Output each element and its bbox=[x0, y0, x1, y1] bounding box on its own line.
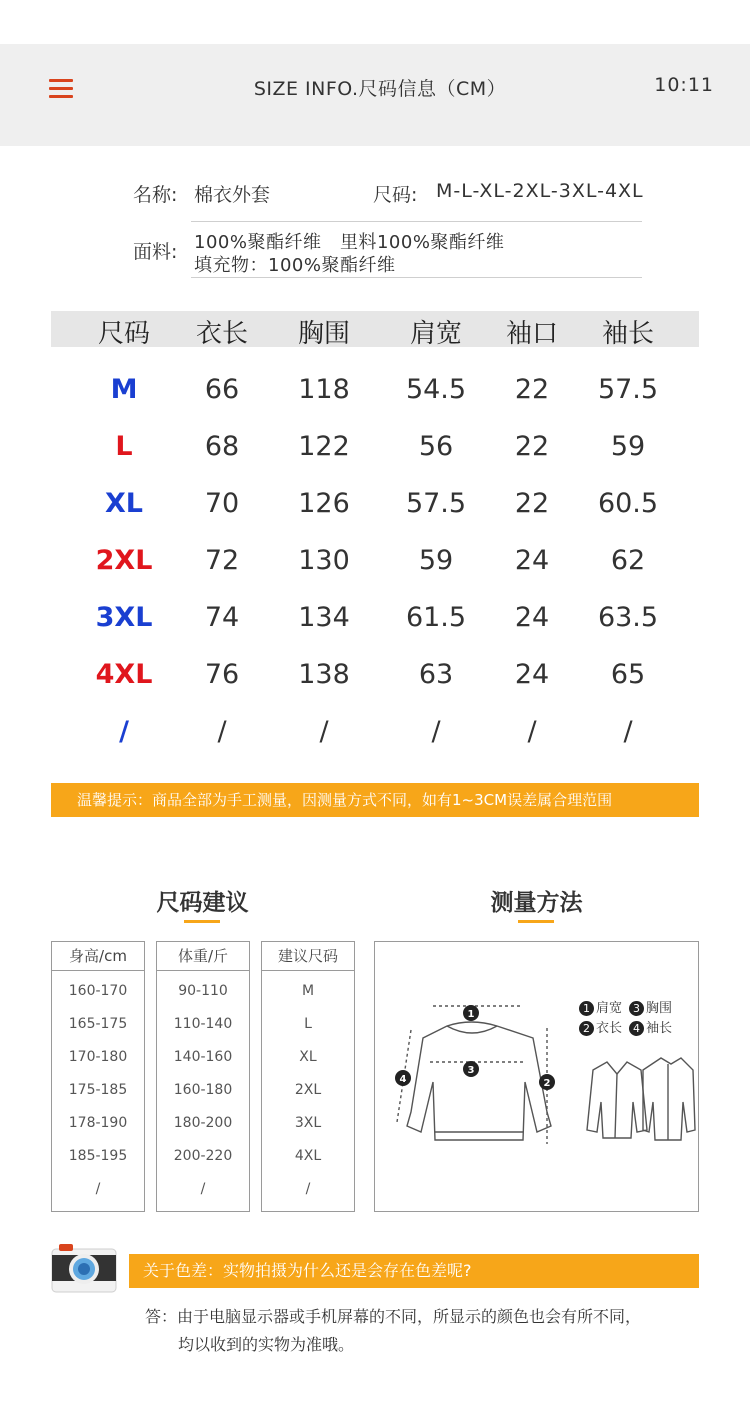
divider bbox=[191, 277, 642, 278]
svg-text:2: 2 bbox=[543, 1078, 551, 1089]
svg-text:4: 4 bbox=[399, 1074, 407, 1085]
size-table-cell: 59 bbox=[418, 545, 454, 576]
legend-number: 4 bbox=[629, 1021, 644, 1036]
suggestion-cell: 3XL bbox=[294, 1115, 322, 1131]
title-underline bbox=[184, 920, 220, 923]
garment-measure-illustration bbox=[375, 942, 698, 1211]
size-label-cell: 4XL bbox=[95, 659, 153, 690]
size-value: M-L-XL-2XL-3XL-4XL bbox=[436, 180, 644, 202]
size-table-cell: 63.5 bbox=[597, 602, 659, 633]
suggestion-cell: 180-200 bbox=[173, 1115, 233, 1131]
suggestion-cell: M bbox=[301, 983, 315, 999]
legend-label: 袖长 bbox=[646, 1021, 673, 1036]
size-table-cell: 70 bbox=[204, 488, 240, 519]
size-table-cell: / bbox=[431, 716, 441, 747]
size-table-cell: 22 bbox=[514, 431, 550, 462]
measure-diagram bbox=[374, 941, 699, 1212]
size-table-cell: 56 bbox=[418, 431, 454, 462]
suggestion-cell: / bbox=[200, 1181, 206, 1197]
size-table-cell: 122 bbox=[298, 431, 350, 462]
size-label-cell: M bbox=[110, 374, 138, 405]
size-table-cell: / bbox=[623, 716, 633, 747]
measure-method-title: 测量方法 bbox=[490, 890, 583, 916]
legend-label: 胸围 bbox=[646, 1001, 673, 1016]
size-label: 尺码: bbox=[373, 184, 418, 206]
name-value: 棉衣外套 bbox=[194, 184, 271, 206]
legend-item bbox=[579, 1017, 622, 1036]
suggestion-cell: 185-195 bbox=[68, 1148, 128, 1164]
size-table-cell: 134 bbox=[298, 602, 350, 633]
size-table-cell: 63 bbox=[418, 659, 454, 690]
size-table-cell: 57.5 bbox=[597, 374, 659, 405]
size-table-header-cell: 肩宽 bbox=[409, 319, 463, 349]
measurement-notice: 温馨提示：商品全部为手工测量，因测量方式不同，如有1~3CM误差属合理范围 bbox=[51, 783, 699, 817]
suggestion-cell: 170-180 bbox=[68, 1049, 128, 1065]
suggestion-cell: 178-190 bbox=[68, 1115, 128, 1131]
clock-time: 10:11 bbox=[654, 74, 714, 96]
answer-line-1: 答：由于电脑显示器或手机屏幕的不同，所显示的颜色也会有所不同， bbox=[145, 1307, 642, 1326]
suggestion-cell: L bbox=[304, 1016, 312, 1032]
size-table-cell: 72 bbox=[204, 545, 240, 576]
legend-item bbox=[629, 1017, 672, 1036]
size-table-cell: / bbox=[319, 716, 329, 747]
fabric-label: 面料: bbox=[133, 241, 178, 263]
size-table-cell: 68 bbox=[204, 431, 240, 462]
suggestion-cell: 175-185 bbox=[68, 1082, 128, 1098]
suggestion-cell: 110-140 bbox=[173, 1016, 233, 1032]
legend-number: 3 bbox=[629, 1001, 644, 1016]
legend-label: 衣长 bbox=[596, 1021, 623, 1036]
suggestion-cell: / bbox=[305, 1181, 311, 1197]
size-table-header-cell: 袖长 bbox=[601, 319, 655, 349]
size-table-cell: 138 bbox=[298, 659, 350, 690]
suggestion-column bbox=[261, 941, 355, 1212]
legend-number: 1 bbox=[579, 1001, 594, 1016]
suggestion-column-header: 身高/cm bbox=[52, 942, 144, 971]
size-table-cell: 22 bbox=[514, 488, 550, 519]
suggestion-column bbox=[51, 941, 145, 1212]
size-label-cell: 3XL bbox=[95, 602, 153, 633]
suggestion-cell: 140-160 bbox=[173, 1049, 233, 1065]
name-label: 名称: bbox=[133, 184, 178, 206]
page-title: SIZE INFO.尺码信息（CM） bbox=[253, 78, 507, 100]
size-table-header-cell: 衣长 bbox=[195, 319, 249, 349]
camera-icon bbox=[51, 1241, 117, 1293]
answer-line-2: 均以收到的实物为准哦。 bbox=[178, 1335, 355, 1354]
legend-item bbox=[579, 997, 622, 1016]
size-table-cell: 118 bbox=[298, 374, 350, 405]
suggestion-column-header: 建议尺码 bbox=[262, 942, 354, 971]
size-label-cell: L bbox=[115, 431, 133, 462]
size-table-cell: 60.5 bbox=[597, 488, 659, 519]
size-table-cell: 59 bbox=[610, 431, 646, 462]
size-table-cell: 24 bbox=[514, 545, 550, 576]
size-table-cell: 61.5 bbox=[405, 602, 467, 633]
suggestion-cell: 90-110 bbox=[178, 983, 228, 999]
size-table-cell: 130 bbox=[298, 545, 350, 576]
suggestion-cell: / bbox=[95, 1181, 101, 1197]
size-table-cell: / bbox=[217, 716, 227, 747]
suggestion-column-header: 体重/斤 bbox=[157, 942, 249, 971]
suggestion-cell: 165-175 bbox=[68, 1016, 128, 1032]
suggestion-cell: 160-170 bbox=[68, 983, 128, 999]
fabric-line-2: 填充物：100%聚酯纤维 bbox=[194, 255, 396, 276]
size-suggestion-title: 尺码建议 bbox=[156, 890, 249, 916]
size-label-cell: 2XL bbox=[95, 545, 153, 576]
size-table-cell: 76 bbox=[204, 659, 240, 690]
size-table-cell: 24 bbox=[514, 602, 550, 633]
suggestion-cell: 4XL bbox=[294, 1148, 322, 1164]
size-table-header-cell: 袖口 bbox=[505, 319, 559, 349]
suggestion-cell: XL bbox=[299, 1049, 317, 1065]
size-table-cell: 22 bbox=[514, 374, 550, 405]
suggestion-cell: 2XL bbox=[294, 1082, 322, 1098]
size-table-cell: 24 bbox=[514, 659, 550, 690]
color-difference-banner: 关于色差：实物拍摄为什么还是会存在色差呢? bbox=[129, 1254, 699, 1288]
size-label-cell: / bbox=[119, 716, 129, 747]
legend-item bbox=[629, 997, 672, 1016]
size-table-cell: / bbox=[527, 716, 537, 747]
legend-label: 肩宽 bbox=[596, 1001, 623, 1016]
suggestion-cell: 160-180 bbox=[173, 1082, 233, 1098]
size-table-cell: 126 bbox=[298, 488, 350, 519]
size-table-header-cell: 胸围 bbox=[297, 319, 351, 349]
size-table-cell: 66 bbox=[204, 374, 240, 405]
divider bbox=[191, 221, 642, 222]
size-table-cell: 62 bbox=[610, 545, 646, 576]
size-table-cell: 65 bbox=[610, 659, 646, 690]
suggestion-column bbox=[156, 941, 250, 1212]
svg-text:3: 3 bbox=[467, 1065, 475, 1076]
legend-number: 2 bbox=[579, 1021, 594, 1036]
suggestion-cell: 200-220 bbox=[173, 1148, 233, 1164]
title-underline bbox=[518, 920, 554, 923]
size-table-cell: 57.5 bbox=[405, 488, 467, 519]
size-table-cell: 74 bbox=[204, 602, 240, 633]
fabric-line-1: 100%聚酯纤维 里料100%聚酯纤维 bbox=[194, 232, 505, 253]
size-label-cell: XL bbox=[104, 488, 144, 519]
svg-text:1: 1 bbox=[467, 1009, 475, 1020]
size-table-header-cell: 尺码 bbox=[97, 319, 151, 349]
size-table-cell: 54.5 bbox=[405, 374, 467, 405]
